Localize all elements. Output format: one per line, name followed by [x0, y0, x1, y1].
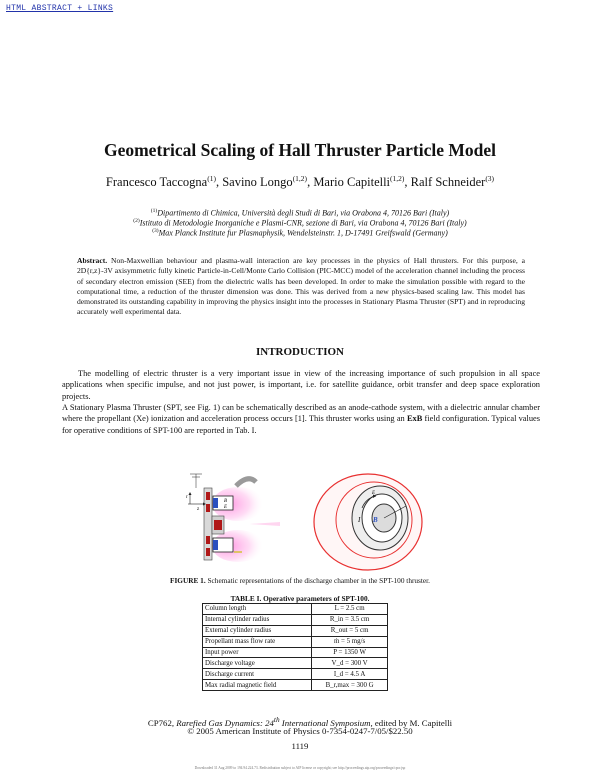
proceedings-ordinal: th: [273, 715, 280, 724]
para-text: field configuration. Typical values for operative conditions of SPT-100 are reported in Tab. I.: [62, 414, 541, 435]
table-row: [203, 625, 388, 636]
author-list: Francesco Taccogna$^{(1)}$, Savino Longo$^{(1,2)}$, Mario Capitelli$^{(1,2)}$, Ralf Schneider$^{(3)}$: [105, 174, 495, 190]
param-cell: External cylinder radius: [203, 625, 312, 636]
cathode-tube: [236, 479, 256, 486]
affil-text: Dipartimento di Chimica, Università degli Studi di Bari, via Orabona 4, 70126 Bari (Italy): [157, 208, 450, 218]
affil-mark: (3): [152, 228, 159, 234]
section-heading-introduction: INTRODUCTION: [255, 346, 344, 358]
table-row: [203, 669, 388, 680]
para-text: A Stationary Plasma Thruster (SPT, see Fig. 1) can be schematically described as an anode-cathode system, with a dielectric annular chamber where the propellant (Xe) ionization and acceleration process occurs [1]. This thruster works using an: [62, 403, 540, 424]
figure-1-thruster-schematic: [180, 468, 428, 572]
value-cell: B_r,max = 300 G: [312, 680, 388, 691]
label-r: r: [186, 495, 188, 500]
intro-paragraph-2: [62, 402, 540, 436]
author-affil-mark: (3): [485, 174, 495, 183]
intro-paragraph-1: The modelling of electric thruster is a very important issue in view of the increasing importance of such propulsion in all space applications when specific impulse, and not just power, is important, i.e. for satellite guidance, orbit transfer and deep space exploration projects.: [62, 369, 540, 401]
value-cell: V_d = 300 V: [312, 658, 388, 669]
proceedings-title: Rarefied Gas Dynamics: 24: [176, 717, 274, 728]
editor-text: edited by M. Capitelli: [372, 717, 453, 728]
label-b-left: B: [224, 499, 228, 504]
label-b-right: B: [373, 516, 378, 524]
thruster-cross-section: [186, 474, 280, 562]
author-affil-mark: (1,2): [292, 174, 308, 183]
plume: [250, 522, 280, 526]
author-affil-mark: (1): [207, 174, 216, 183]
affil-text: Istituto di Metodologie Inorganiche e Plasmi-CNR, sezione di Bari, via Orabona 4, 70126 Bari (Italy): [139, 218, 467, 228]
affiliation-3: [0, 226, 600, 239]
coil-1: [206, 492, 210, 500]
param-cell: Propellant mass flow rate: [203, 636, 312, 647]
page-number: 1119: [291, 741, 309, 751]
value-cell: I_d = 4.5 A: [312, 669, 388, 680]
table-row: [203, 636, 388, 647]
anode-upper: [213, 498, 218, 508]
table-title: TABLE I. Operative parameters of SPT-100.: [230, 594, 370, 603]
operative-parameters-table: [202, 603, 388, 691]
para-bold-term: ExB: [406, 414, 423, 424]
figure-caption: [0, 576, 600, 585]
value-cell: L = 2.5 cm: [312, 604, 388, 615]
proceedings-title-rest: International Symposium,: [279, 717, 373, 728]
abstract: [77, 256, 525, 318]
r-arrow: [189, 492, 192, 495]
coil-2: [206, 504, 210, 512]
thruster-perspective: [314, 474, 422, 570]
affil-mark: (1): [150, 208, 158, 214]
table-row: [203, 658, 388, 669]
author-name: Savino Longo: [222, 175, 293, 190]
coil-4: [206, 548, 210, 556]
param-cell: Max radial magnetic field: [203, 680, 312, 691]
table-row: [203, 614, 388, 625]
caption-label: FIGURE 1.: [169, 576, 206, 585]
author-name: Ralf Schneider: [410, 175, 486, 190]
param-cell: Discharge current: [203, 669, 312, 680]
paper-title: Geometrical Scaling of Hall Thruster Particle Model: [103, 140, 497, 160]
param-cell: Input power: [203, 647, 312, 658]
abstract-label: Abstract.: [77, 256, 108, 265]
html-abstract-links[interactable]: HTML ABSTRACT + LINKS: [6, 4, 114, 13]
value-cell: R_out = 5 cm: [312, 625, 388, 636]
value-cell: ṁ = 5 mg/s: [312, 636, 388, 647]
value-cell: R_in = 3.5 cm: [312, 614, 388, 625]
value-cell: P = 1350 W: [312, 647, 388, 658]
param-cell: Column length: [203, 604, 312, 615]
author-affil-mark: (1,2): [390, 174, 405, 183]
abstract-text: Non-Maxwellian behaviour and plasma-wall interaction are key processes in the physics of Hall thrusters. For this purpose, a 2D{r,z}-3V axisymmetric fully kinetic Particle-in-Cell/Monte Carlo Collision (PIC-MCC) model of the acceleration channel including the process of secondary electron emission (SEE) from the dielectric walls has been developed. In order to make the simulation possible with regard to the computational time, a reduction of the thruster dimension was done. This was derived from a new physics-based scaling law. This model has demonstrated its outstanding capability in improving the physics insight into the processes in Stationary Plasma Thruster (SPT) and in reproducing accurately well experimental data.: [77, 256, 525, 317]
copyright-line: © 2005 American Institute of Physics 0-7354-0247-7/05/$22.50: [187, 726, 413, 736]
label-current: I: [358, 516, 361, 524]
affil-text: Max Planck Institute fur Plasmaphysik, Wendelsteinstr. 1, D-17491 Greifswald (Germany): [158, 228, 448, 238]
caption-text: Schematic representations of the discharge chamber in the SPT-100 thruster.: [207, 576, 430, 585]
table-row: [203, 680, 388, 691]
download-notice: Downloaded 31 Aug 2009 to 194.94.224.73. Redistribution subject to AIP license or copyright; see http://proceedings.aip.org/proceedings/cpcr.jsp: [194, 766, 406, 770]
table-row: [203, 647, 388, 658]
param-cell: Discharge voltage: [203, 658, 312, 669]
anode-lower: [213, 540, 218, 550]
author-name: Francesco Taccogna: [105, 175, 208, 190]
table-row: [203, 604, 388, 615]
inner-coil: [214, 520, 222, 530]
label-e-left: E: [224, 505, 228, 510]
cp-number: CP762,: [147, 717, 175, 728]
param-cell: Internal cylinder radius: [203, 614, 312, 625]
author-name: Mario Capitelli: [313, 175, 391, 190]
label-z: z: [197, 507, 200, 512]
label-e-right: E: [372, 491, 376, 496]
affil-mark: (2): [133, 218, 140, 224]
coil-3: [206, 536, 210, 544]
